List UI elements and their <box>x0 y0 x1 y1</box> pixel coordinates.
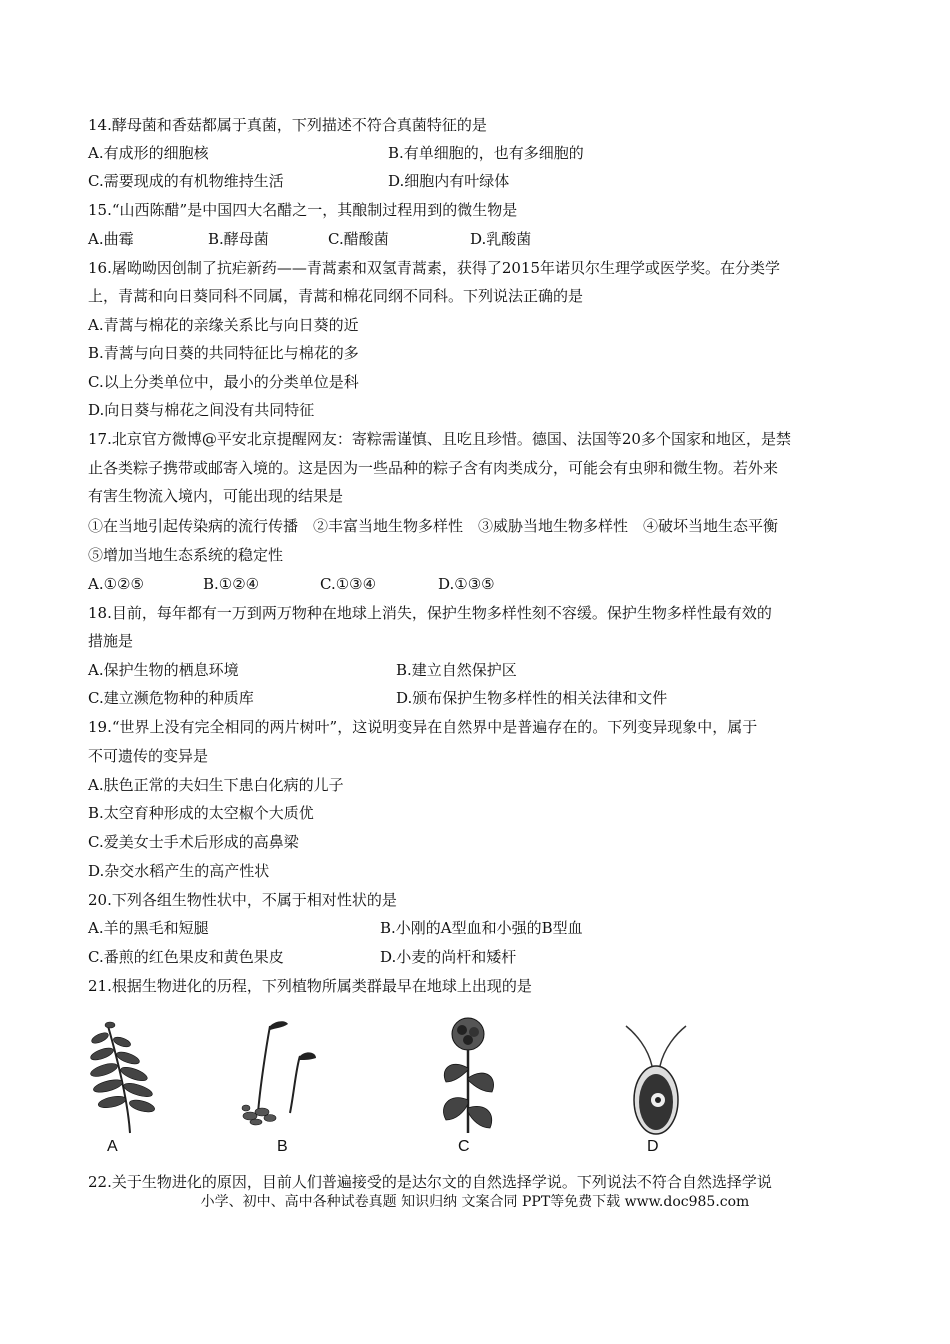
q16-stem-line2: 上，青蒿和向日葵同科不同属，青蒿和棉花同纲不同科。下列说法正确的是 <box>88 287 584 305</box>
q16-option-a: A.青蒿与棉花的亲缘关系比与向日葵的近 <box>88 316 359 334</box>
alga-icon <box>596 1008 716 1138</box>
q21-figure-a <box>70 1008 190 1158</box>
fern-icon <box>70 1008 190 1138</box>
q21-label-b: B <box>277 1138 288 1155</box>
q18-option-b: B.建立自然保护区 <box>396 661 517 679</box>
q21-label-a: A <box>107 1138 118 1155</box>
moss-icon <box>228 1008 348 1138</box>
q16-option-c: C.以上分类单位中，最小的分类单位是科 <box>88 373 359 391</box>
q22-stem: 22.关于生物进化的原因，目前人们普遍接受的是达尔文的自然选择学说。下列说法不符合自然选择学说 <box>88 1173 772 1191</box>
q15-option-a: A.曲霉 <box>88 230 134 248</box>
q18-option-c: C.建立濒危物种的种质库 <box>88 689 254 707</box>
q17-option-b: B.①②④ <box>203 575 260 593</box>
q17-stem-line3: 有害生物流入境内，可能出现的结果是 <box>88 487 344 505</box>
q14-option-c: C.需要现成的有机物维持生活 <box>88 172 284 190</box>
q20-option-b: B.小刚的A型血和小强的B型血 <box>380 919 583 937</box>
q17-option-a: A.①②⑤ <box>88 575 144 593</box>
q18-option-d: D.颁布保护生物多样性的相关法律和文件 <box>396 689 668 707</box>
q20-option-a: A.羊的黑毛和短腿 <box>88 919 209 937</box>
q16-stem-line1: 16.屠呦呦因创制了抗疟新药——青蒿素和双氢青蒿素，获得了2015年诺贝尔生理学或医学奖。在分类学 <box>88 259 781 277</box>
q19-option-c: C.爱美女士手术后形成的高鼻梁 <box>88 833 299 851</box>
q20-option-c: C.番煎的红色果皮和黄色果皮 <box>88 948 284 966</box>
q18-stem-line2: 措施是 <box>88 632 134 650</box>
q21-figure-b <box>228 1008 348 1158</box>
q19-stem-line2: 不可遗传的变异是 <box>88 747 209 765</box>
q14-option-b: B.有单细胞的，也有多细胞的 <box>388 144 584 162</box>
q14-stem: 14.酵母菌和香菇都属于真菌，下列描述不符合真菌特征的是 <box>88 116 487 134</box>
q17-option-d: D.①③⑤ <box>438 575 495 593</box>
q21-figure-d <box>596 1008 716 1158</box>
q19-option-d: D.杂交水稻产生的高产性状 <box>88 862 270 880</box>
q16-option-d: D.向日葵与棉花之间没有共同特征 <box>88 401 315 419</box>
q14-option-a: A.有成形的细胞核 <box>88 144 209 162</box>
q17-stem-line1: 17.北京官方微博@平安北京提醒网友：寄粽需谨慎、且吃且珍惜。德国、法国等20多个国家和地区，是禁 <box>88 430 791 448</box>
q20-option-d: D.小麦的尚杆和矮杆 <box>380 948 517 966</box>
q21-stem: 21.根据生物进化的历程，下列植物所属类群最早在地球上出现的是 <box>88 977 532 995</box>
flowering-plant-icon <box>410 1008 530 1138</box>
q17-option-c: C.①③④ <box>320 575 377 593</box>
q16-option-b: B.青蒿与向日葵的共同特征比与棉花的多 <box>88 344 359 362</box>
page-footer: 小学、初中、高中各种试卷真题 知识归纳 文案合同 PPT等免费下载 www.doc985.com <box>200 1194 750 1210</box>
q17-stem-line2: 止各类粽子携带或邮寄入境的。这是因为一些品种的粽子含有肉类成分，可能会有虫卵和微生物。若外来 <box>88 459 779 477</box>
q17-items-line2: ⑤增加当地生态系统的稳定性 <box>88 546 284 564</box>
q15-option-b: B.酵母菌 <box>208 230 269 248</box>
q15-option-d: D.乳酸菌 <box>470 230 532 248</box>
q19-stem-line1: 19.“世界上没有完全相同的两片树叶”，这说明变异在自然界中是普遍存在的。下列变异现象中，属于 <box>88 718 758 736</box>
q15-stem: 15.“山西陈醋”是中国四大名醋之一，其酿制过程用到的微生物是 <box>88 201 518 219</box>
q21-label-c: C <box>458 1138 470 1155</box>
q19-option-b: B.太空育种形成的太空椒个大质优 <box>88 804 314 822</box>
q19-option-a: A.肤色正常的夫妇生下患白化病的儿子 <box>88 776 344 794</box>
q20-stem: 20.下列各组生物性状中，不属于相对性状的是 <box>88 891 397 909</box>
q18-stem-line1: 18.目前，每年都有一万到两万物种在地球上消失，保护生物多样性刻不容缓。保护生物多样性最有效的 <box>88 604 772 622</box>
q17-items-line1: ①在当地引起传染病的流行传播 ②丰富当地生物多样性 ③威胁当地生物多样性 ④破坏当地生态平衡 <box>88 517 779 535</box>
q21-label-d: D <box>647 1138 659 1155</box>
q14-option-d: D.细胞内有叶绿体 <box>388 172 510 190</box>
q18-option-a: A.保护生物的栖息环境 <box>88 661 239 679</box>
q21-figure-c <box>410 1008 530 1158</box>
q15-option-c: C.醋酸菌 <box>328 230 389 248</box>
